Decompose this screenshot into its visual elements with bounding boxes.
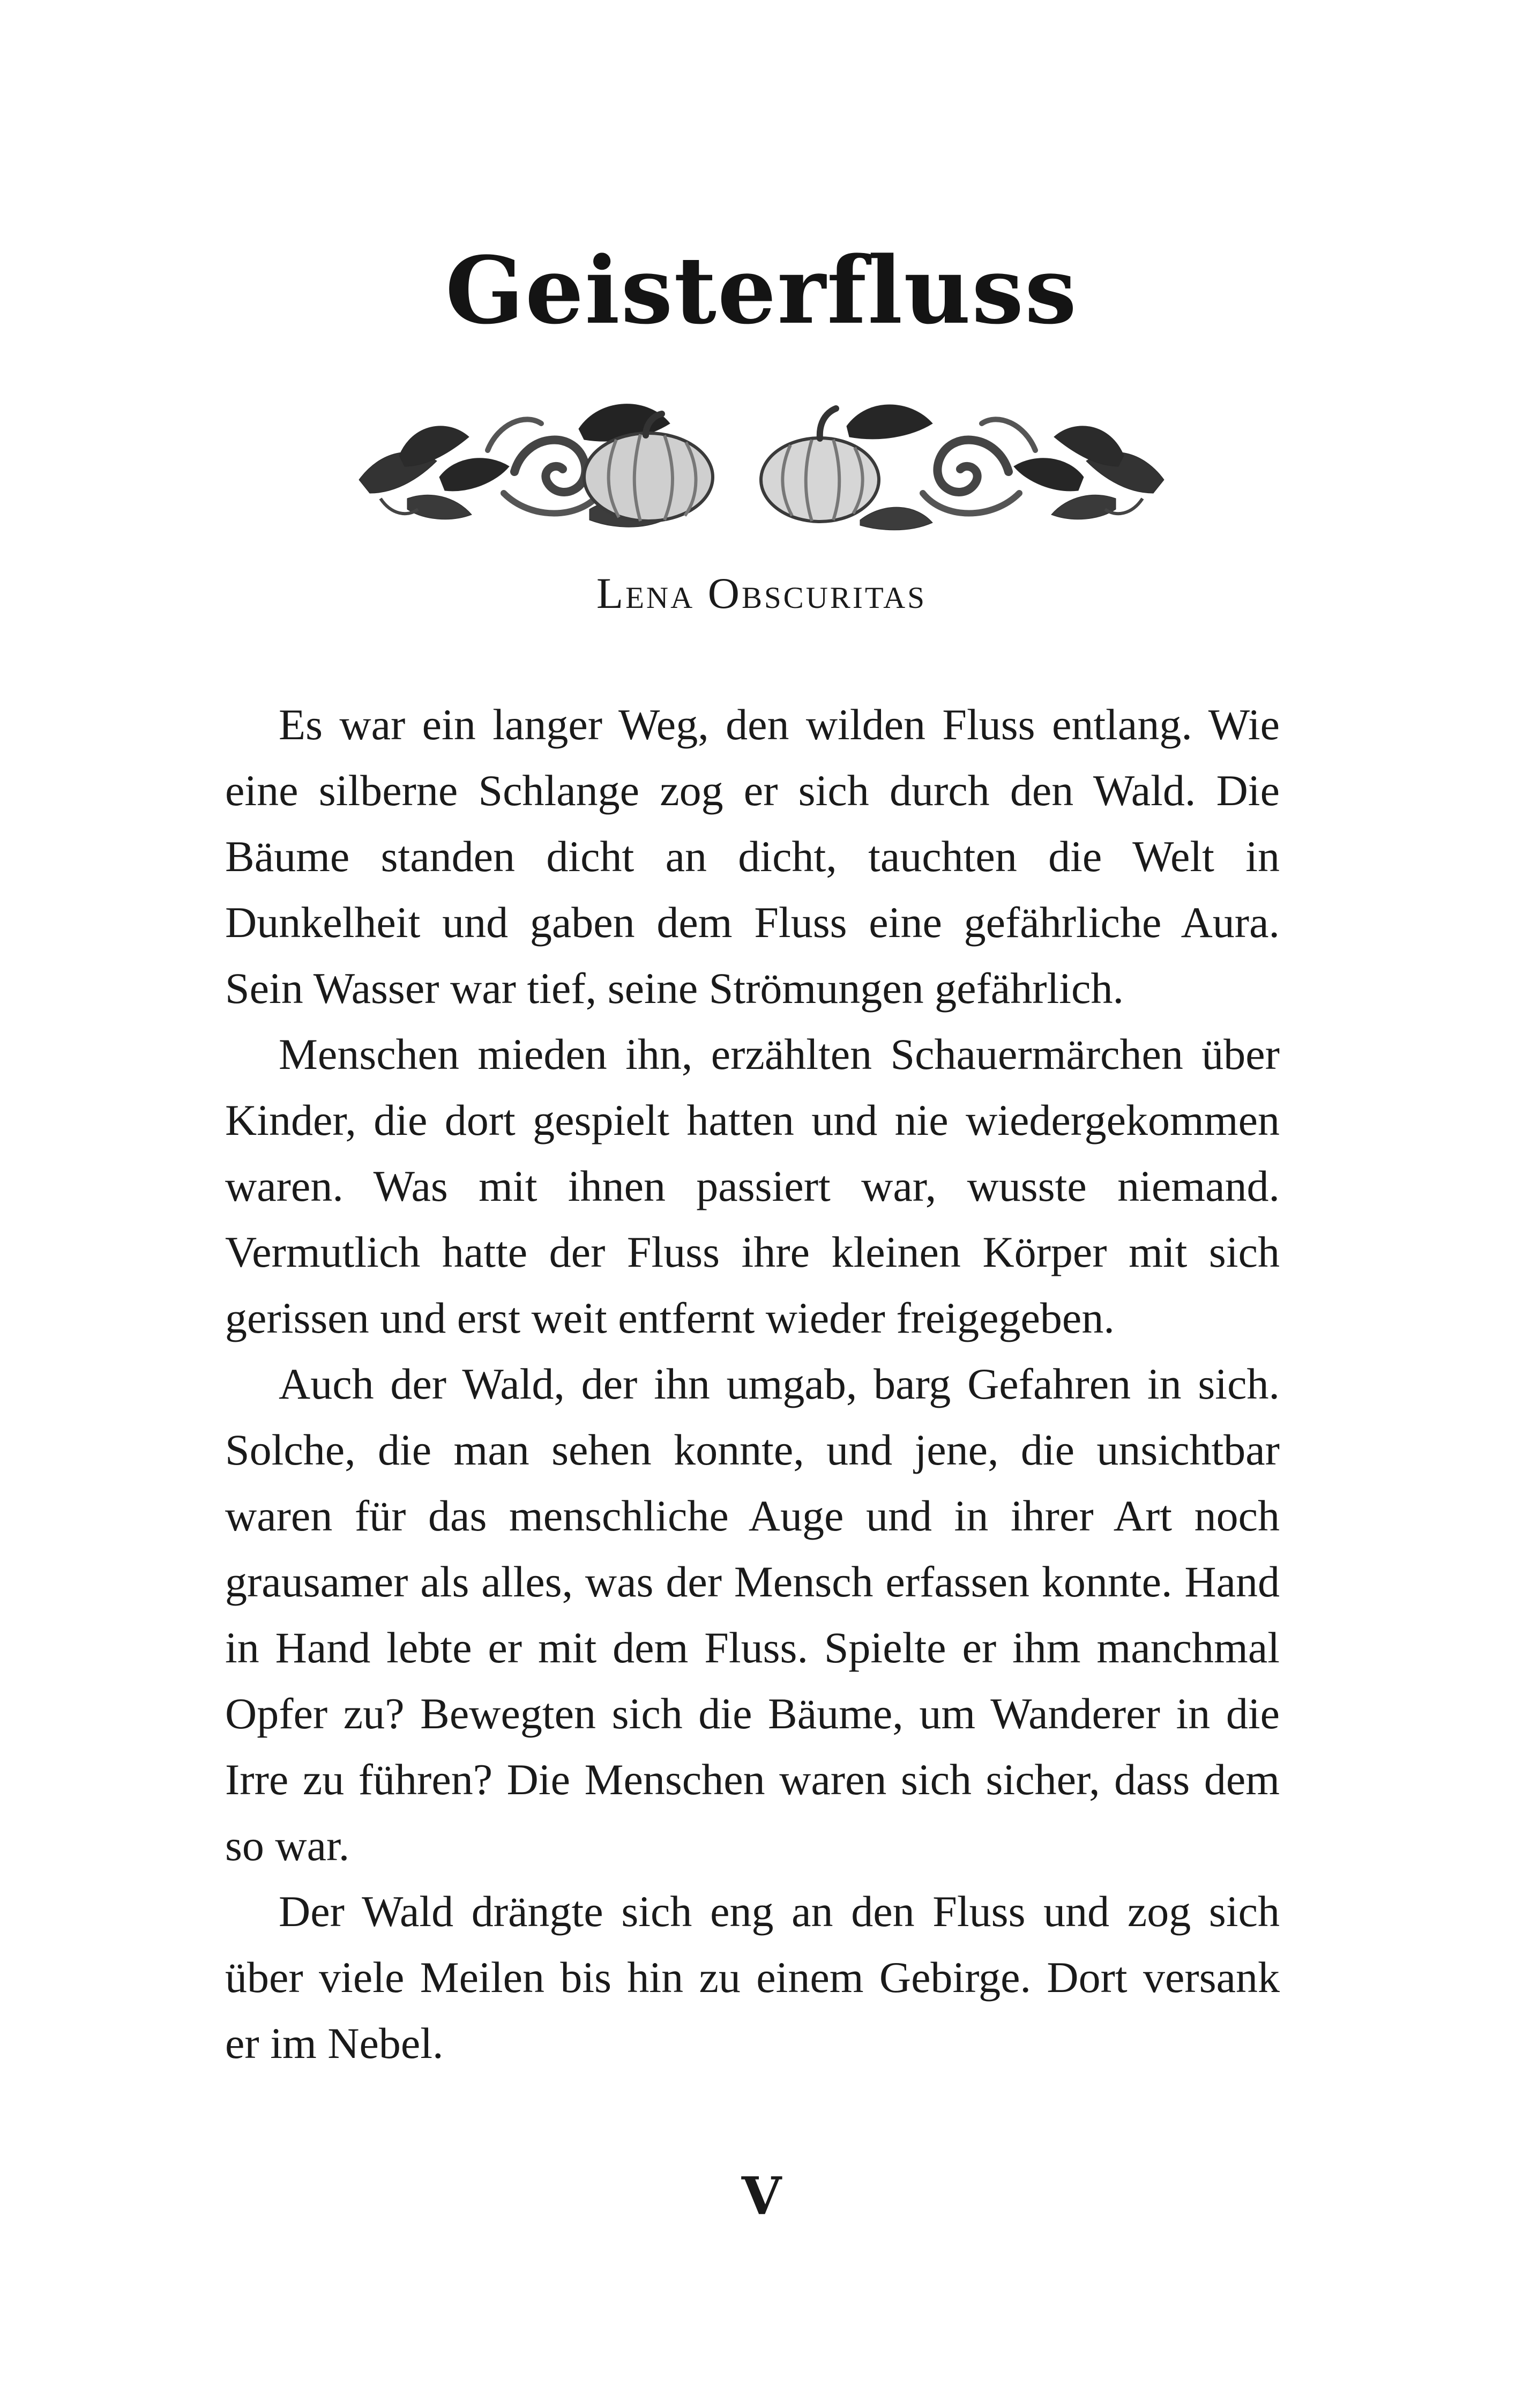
author-name: Lena Obscuritas xyxy=(596,569,927,618)
paragraph: Auch der Wald, der ihn umgab, barg Gefahren in sich. Solche, die man sehen konnte, und jene, die unsichtbar waren für das menschliche Auge und in ihrer Art noch grausamer als alles, was der Mensch erfassen konnte. Hand in Hand lebte er mit dem Fluss. Spielte er ihm manchmal Opfer zu? Bewegten sich die Bäume, um Wanderer in die Irre zu führen? Die Menschen waren sich sicher, dass dem so war. xyxy=(225,1359,1280,1870)
paragraph: Es war ein langer Weg, den wilden Fluss entlang. Wie eine silberne Schlange zog er sich durch den Wald. Die Bäume standen dicht an dicht, tauchten die Welt in Dunkelheit und gaben dem Fluss eine gefährliche Aura. Sein Wasser war tief, seine Strömungen gefährlich. xyxy=(225,700,1280,1013)
chapter-title: Geisterfluss xyxy=(445,236,1078,345)
chapter-body xyxy=(225,692,1280,2076)
paragraph: Der Wald drängte sich eng an den Fluss und zog sich über viele Meilen bis hin zu einem Gebirge. Dort versank er im Nebel. xyxy=(225,1887,1280,2068)
page-number: V xyxy=(741,2166,782,2226)
paragraph: Menschen mieden ihn, erzählten Schauermärchen über Kinder, die dort gespielt hatten und nie wiedergekommen waren. Was mit ihnen passiert war, wusste niemand. Vermutlich hatte der Fluss ihre kleinen Körper mit sich gerissen und erst weit entfernt wieder freigegeben. xyxy=(225,1030,1280,1342)
pumpkin-leaf-flourish-ornament-icon xyxy=(348,386,1175,568)
